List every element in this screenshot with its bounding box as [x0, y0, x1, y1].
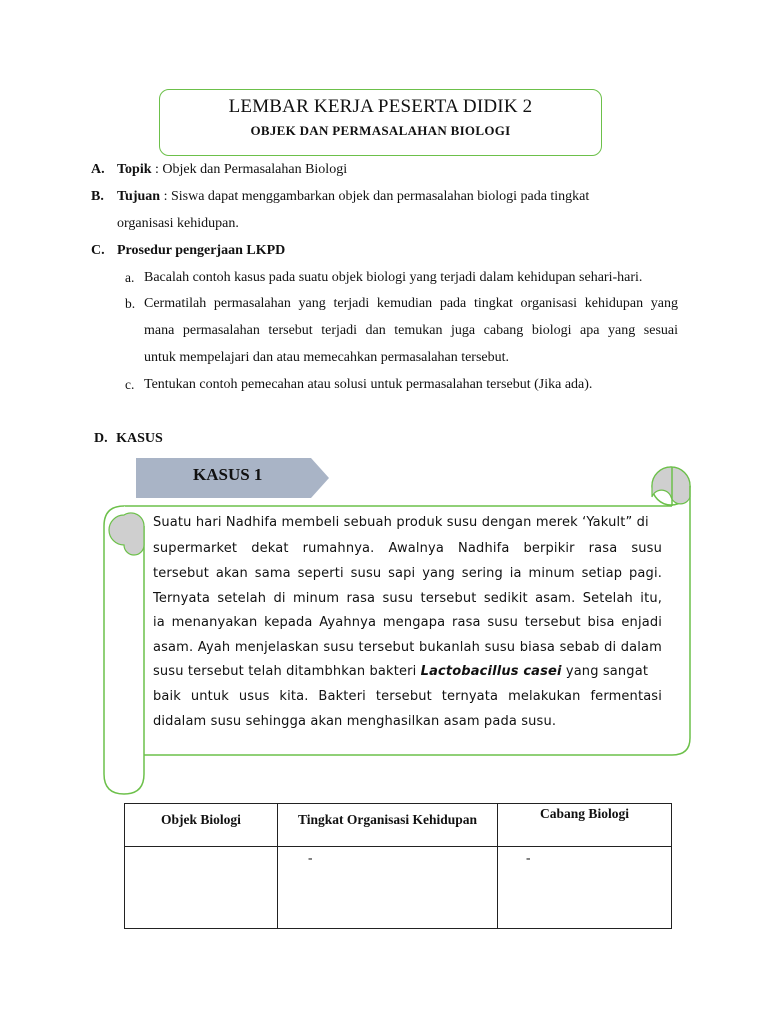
section-a-letter: A. — [91, 162, 105, 177]
case-banner-label: KASUS 1 — [193, 465, 263, 484]
cell-tingkat[interactable]: - — [278, 847, 498, 929]
table-header-row — [125, 804, 672, 847]
section-a-label: Topik — [117, 162, 152, 177]
case-line-4: Ternyata setelah di minum rasa susu tersebut sedikit asam. Setelah itu, — [153, 591, 662, 606]
bacteria-name: Lactobacillus casei — [420, 664, 562, 679]
case-line-7 — [153, 664, 662, 679]
worksheet-title: LEMBAR KERJA PESERTA DIDIK 2 — [228, 96, 533, 117]
case-line-9: didalam susu sehingga akan menghasilkan asam pada susu. — [153, 714, 557, 729]
case-line-5: ia menanyakan kepada Ayahnya mengapa rasa susu tersebut bisa enjadi — [153, 615, 662, 630]
section-d-letter: D. — [94, 431, 108, 446]
section-b-text-1: : Siswa dapat menggambarkan objek dan permasalahan biologi pada tingkat — [160, 189, 590, 204]
step-b-letter: b. — [125, 296, 136, 311]
case-line-7-start: susu tersebut telah ditambhkan bakteri — [153, 664, 421, 679]
section-c-letter: C. — [91, 243, 105, 258]
section-c-label: Prosedur pengerjaan LKPD — [117, 243, 286, 258]
header-cabang: Cabang Biologi — [498, 804, 672, 847]
cell-objek[interactable] — [125, 847, 278, 929]
header-tingkat: Tingkat Organisasi Kehidupan — [278, 804, 498, 847]
header-objek: Objek Biologi — [125, 804, 278, 847]
section-a-text: : Objek dan Permasalahan Biologi — [151, 162, 348, 177]
section-b-label: Tujuan — [117, 189, 161, 204]
step-c-line-1: Tentukan contoh pemecahan atau solusi untuk permasalahan tersebut (Jika ada). — [144, 377, 593, 392]
section-b-text-2: organisasi kehidupan. — [117, 216, 239, 231]
step-a-line-1: Bacalah contoh kasus pada suatu objek biologi yang terjadi dalam kehidupan sehari-hari. — [144, 270, 643, 285]
section-d-label: KASUS — [116, 431, 163, 446]
case-line-7-end: yang sangat — [561, 664, 649, 679]
step-b-line-3: untuk mempelajari dan atau memecahkan permasalahan tersebut. — [144, 350, 510, 365]
step-a-letter: a. — [125, 270, 135, 285]
step-b-line-1: Cermatilah permasalahan yang terjadi kemudian pada tingkat organisasi kehidupan yang — [144, 296, 678, 311]
case-line-8: baik untuk usus kita. Bakteri tersebut ternyata melakukan fermentasi — [153, 689, 662, 704]
step-b-line-2: mana permasalahan tersebut terjadi dan temukan juga cabang biologi apa yang sesuai — [144, 323, 678, 338]
step-c-letter: c. — [125, 377, 135, 392]
case-line-2: supermarket dekat rumahnya. Awalnya Nadhifa berpikir rasa susu — [153, 541, 662, 556]
worksheet-subtitle: OBJEK DAN PERMASALAHAN BIOLOGI — [250, 123, 511, 138]
case-line-1: Suatu hari Nadhifa membeli sebuah produk susu dengan merek ‘Yakult” di — [153, 515, 649, 530]
case-line-6: asam. Ayah menjelaskan susu tersebut bukanlah susu biasa sebab di dalam — [153, 640, 662, 655]
cell-cabang[interactable]: - — [498, 847, 672, 929]
section-b-letter: B. — [91, 189, 104, 204]
table-row — [125, 847, 672, 929]
case-line-3: tersebut akan sama seperti susu sapi yang sering ia minum setiap pagi. — [153, 566, 662, 581]
answer-table — [124, 803, 672, 929]
